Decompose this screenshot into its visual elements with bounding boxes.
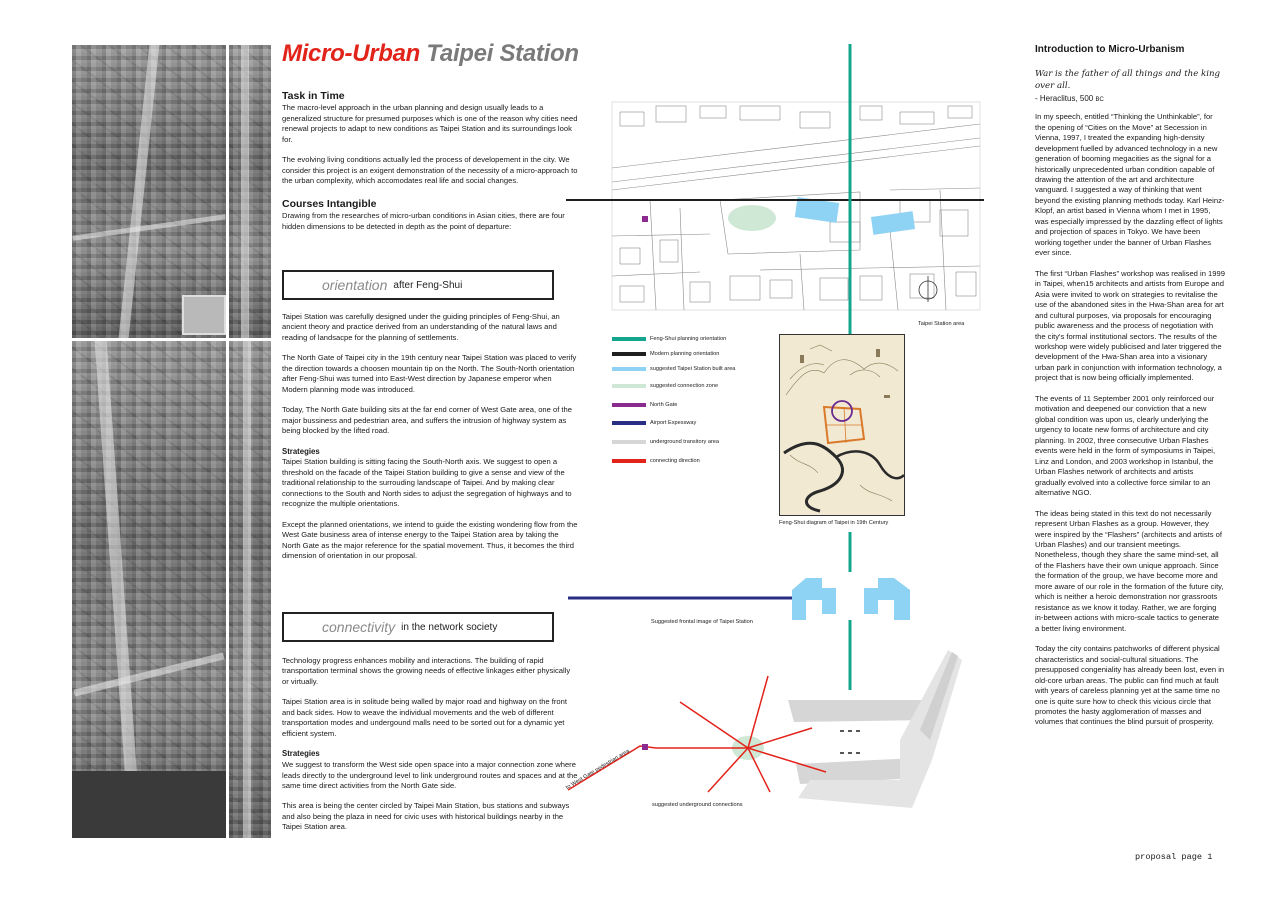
orientation-section	[282, 312, 578, 562]
orientation-strategies-heading: Strategies	[282, 446, 320, 456]
legend-swatch	[612, 459, 646, 463]
legend-label: Feng-Shui planning orientation	[650, 336, 727, 342]
legend-label: suggested Taipei Station built area	[650, 366, 736, 372]
intro-paragraph-5: Today the city contains patchworks of different physical characteristics and social-cultural situations. The presupposed congeniality has already been lost, even in old-core urban areas. The public can find much at fault with years of careless planning yet at the same time no one is quite sure how to check this vicious circle that promotes the hasty agglomeration of masses and volumes that continues the blind pursuit of prosperity.	[1035, 644, 1225, 727]
legend-item	[612, 383, 718, 389]
orientation-paragraph-1: Taipei Station was carefully designed under the guiding principles of Feng-Shui, an ancient theory and practice derived from an understanding of the natural laws and reading of landsacpe for the planning of settlements.	[282, 312, 560, 342]
pedestrian-label: to West Gate pedestrian area	[565, 748, 631, 792]
fengshui-caption: Feng-Shui diagram of Taipei in 19th Century	[779, 520, 889, 526]
quote-era: BC	[1095, 96, 1104, 103]
aerial-photo-lower-right	[229, 341, 271, 838]
intro-heading: Introduction to Micro-Urbanism	[1035, 44, 1185, 55]
legend-swatch	[612, 421, 646, 425]
legend-label: Airport Expessway	[650, 420, 697, 426]
legend-swatch	[612, 337, 646, 341]
fengshui-diagram	[779, 334, 905, 516]
connectivity-box-subtitle: in the network society	[401, 621, 498, 633]
quote-author: - Heraclitus, 500	[1035, 93, 1094, 103]
frontal-caption: Suggested frontal image of Taipei Station	[651, 619, 753, 625]
intro-quote-author	[1035, 93, 1225, 104]
page-footer: proposal page 1	[1135, 852, 1213, 862]
orientation-paragraph-2: The North Gate of Taipei city in the 19th century near Taipei Station was placed to verify the direction towards a choosen mountain tip on the North. The South-North orientation after Feng-Shui was turned into East-West direction by Japanese emperor when Modern planning mode was introduced.	[282, 353, 577, 394]
connectivity-paragraph-1: Technology progress enhances mobility and interactions. The building of rapid transportation terminal shows the growing needs of effective linkages either physically or virtually.	[282, 656, 571, 686]
legend-item	[612, 351, 719, 357]
connectivity-paragraph-2: Taipei Station area is in solitude being walled by major road and highway on the front and back sides. How to weave the individual movements and the web of different transportation modes and undergound malls need to be sorted out for a dynamic yet efficient system.	[282, 697, 567, 738]
legend-swatch	[612, 352, 646, 356]
task-paragraph-2: The evolving living conditions actually led the process of developement in the city. We consider this project is an exigent demonstration of the necessity of a micro-approach to the urban complexity, which accomodates real life and social changes.	[282, 155, 578, 186]
underground-diagram	[568, 650, 962, 808]
connectivity-box	[282, 612, 554, 642]
legend-label: connecting direction	[650, 458, 700, 464]
legend-swatch	[612, 440, 646, 444]
legend-item	[612, 402, 677, 408]
connectivity-paragraph-3: We suggest to transform the West side open space into a major connection zone where leads directly to the underground level to link underground routes and spaces and at the same time direct activities from the North Gate side.	[282, 760, 578, 790]
connectivity-strategies-heading: Strategies	[282, 749, 320, 759]
aerial-photo-upper-left	[72, 45, 226, 338]
legend-swatch	[612, 403, 646, 407]
intro-quote: War is the father of all things and the king over all.	[1035, 69, 1221, 92]
orientation-paragraph-4: Taipei Station building is sitting facing the South-North axis. We suggest to open a threshold on the facade of the Taipei Station building to give a sense and view of the traditional relationship to the surrouding landscape of Taipei. And by making clear connections to the South and North sides to adjust the segregation of highways and to recognize the multiple orientations.	[282, 457, 572, 509]
frontal-image-diagram	[568, 574, 910, 620]
legend-item	[612, 420, 696, 426]
courses-heading: Courses Intangible	[282, 197, 377, 210]
orientation-paragraph-5: Except the planned orientations, we intend to guide the existing wondering flow from the West Gate business area of intense energy to the Taipei Station area by taking the North Gate as the major reference for the spatial movement. Thus, it becomes the third dimension of orientation in our proposal.	[282, 519, 578, 561]
site-map	[612, 102, 980, 310]
task-section	[282, 89, 578, 232]
legend-item	[612, 366, 735, 372]
legend-item	[612, 458, 700, 464]
connectivity-paragraph-4: This area is being the center circled by Taipei Main Station, bus stations and subways and also being the plaza in need for civic uses with historical buildings nearby in the Taipei Station area.	[282, 801, 570, 832]
title-grey: Taipei Station	[426, 40, 579, 67]
aerial-photo-lower-left	[72, 341, 226, 838]
orientation-box	[282, 270, 554, 300]
connectivity-box-title: connectivity	[322, 619, 396, 635]
legend-label: suggested connection zone	[650, 383, 719, 389]
map-caption: Taipei Station area	[918, 321, 965, 327]
task-heading: Task in Time	[282, 90, 345, 102]
aerial-photo-upper-right	[229, 45, 271, 338]
intro-paragraph-4: The ideas being stated in this text do not necessarily represent Urban Flashes as a group. However, they were inspired by the “Flashers” (architects and artists of Urban Flashes) and our transient meetings. Nonetheless, though they share the same mind-set, all of the Flashers have their own unique approach. Since the formation of the group, we have become more and more aware of our role in the formation of the future city, which is neither a heroic demonstration nor grassroots resistance as we know it today. Rather, we are forging in-between actions with micro-scale tactics to generate a better living environment.	[1035, 508, 1224, 633]
connectivity-section	[282, 656, 578, 833]
legend-label: Modern planning orientation	[650, 351, 720, 357]
orientation-box-subtitle: after Feng-Shui	[393, 279, 463, 291]
intro-paragraph-1: In my speech, entitled “Thinking the Unthinkable”, for the opening of “Cities on the Move” at Secession in Vienna, 1997, I treated the expanding high-density development fuelled by advanced technology in a new generation of booming megacities as the signal for a historically unprecedented urban condition capable of drawing the attention of the art and architecture vanguard. I suggested a way of thinking that went beyond the existing planning methods today. Karl Heinz-Klopf, an artist based in Vienna whom I met in 1995, was especially impressed by the dazzling effect of lights and projection of spaces in Tokyo. We have been working together under the banner of Urban Flashes ever since.	[1035, 112, 1225, 258]
task-paragraph-1: The macro-level approach in the urban planning and design usually leads to a generalized structure for presumed purposes which is one of the reason why cities need renewal projects to adapt to new conditions as Taipei Station and its surroundings look for.	[282, 103, 578, 144]
legend-label: North Gate	[650, 402, 678, 408]
legend-swatch	[612, 367, 646, 371]
legend-item	[612, 336, 726, 342]
legend-item	[612, 439, 719, 445]
legend-label: underground transitory area	[650, 439, 720, 445]
intro-paragraph-2: The first “Urban Flashes” workshop was realised in 1999 in Taipei, when15 architects and artists from Europe and Asia were invited to work on strategies to revitalise the use of the abandoned sites in the Hwa-Shan area for art and cultural purposes, via proposals for encouraging public awareness and the process of negotiation with the city's formal institutional sectors. The results of the workshop were widely publicised and later triggered the development of the Hwa-Shan area into a visionary urban park in conjunction with information technology, a project that is now being officially implemented.	[1035, 268, 1225, 383]
title-red: Micro-Urban	[282, 40, 421, 67]
legend-swatch	[612, 384, 646, 388]
underground-caption: suggested underground connections	[652, 802, 743, 808]
intro-section	[1035, 68, 1225, 728]
intro-paragraph-3: The events of 11 September 2001 only reinforced our motivation and deepened our conviction that a new global condition was upon us, clearly underlying the urgency to locate new forms of architecture and city planning. In 2002, three consecutive Urban Flashes events were held in the form of symposiums in Taipei, Linz and London, and 2003 workshop in Istanbul, the Urban Flashes network of architects and artists gradually evolved into a collective force similar to an alternative NGO.	[1035, 393, 1216, 498]
orientation-paragraph-3: Today, The North Gate building sits at the far end corner of West Gate area, one of the major bussiness and pedestrian area, and suffers the intrusion of highway system as being blocked by the lifted road.	[282, 405, 572, 436]
orientation-box-title: orientation	[322, 277, 388, 293]
page-title	[282, 40, 579, 68]
courses-paragraph: Drawing from the researches of micro-urban conditions in Asian cities, there are four hidden dimensions to be detected in depth as the point of departure:	[282, 211, 565, 231]
